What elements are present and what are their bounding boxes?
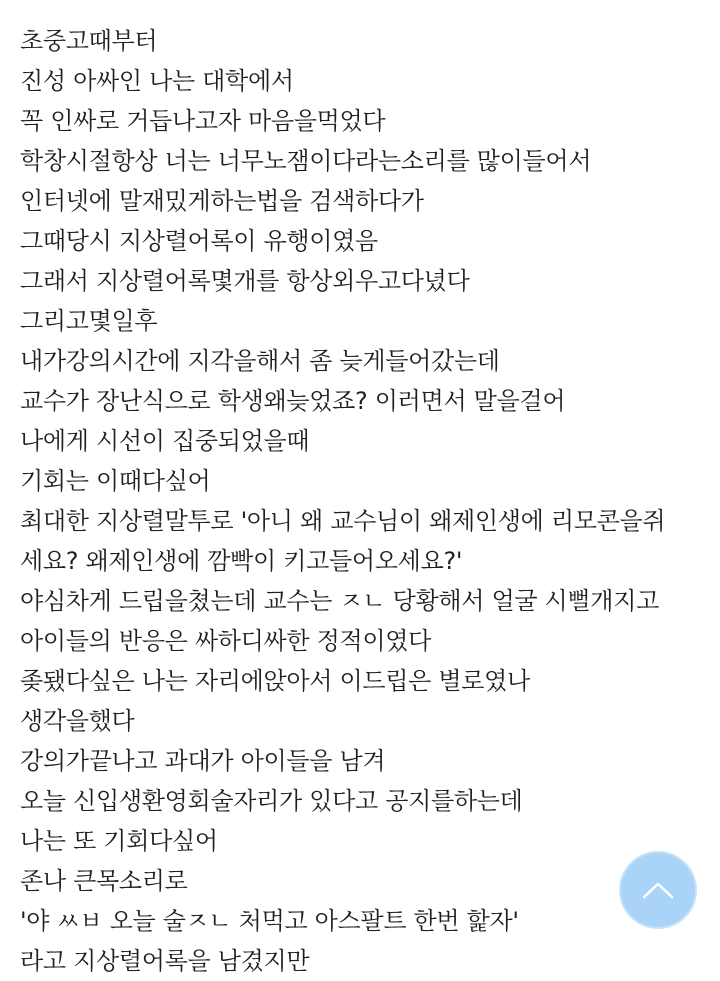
post-line: 교수가 장난식으로 학생왜늦었죠? 이러면서 말을걸어 (20, 387, 566, 415)
post-body (20, 21, 710, 981)
post-line: 존나 큰목소리로 (20, 867, 188, 895)
post-line: 기회는 이때다싶어 (20, 467, 211, 495)
post-line: 나에게 시선이 집중되었을때 (20, 427, 310, 455)
post-line: 최대한 지상렬말투로 '아니 왜 교수님이 왜제인생에 리모콘을쥐 (20, 507, 666, 535)
post-line: 내가강의시간에 지각을해서 좀 늦게들어갔는데 (20, 347, 500, 375)
chevron-up-icon (641, 880, 675, 900)
post-line: 초중고때부터 (20, 27, 158, 55)
post-line: 꼭 인싸로 거듭나고자 마음을먹었다 (20, 107, 386, 135)
post-line: 그래서 지상렬어록몇개를 항상외우고다녔다 (20, 267, 470, 295)
post-line: 그리고몇일후 (20, 307, 158, 335)
post-line: '야 ㅆㅂ 오늘 술ㅈㄴ 처먹고 아스팔트 한번 핥자' (20, 907, 519, 935)
post-line: 강의가끝나고 과대가 아이들을 남겨 (20, 747, 386, 775)
post-line: 좆됐다싶은 나는 자리에앉아서 이드립은 별로였나 (20, 667, 530, 695)
post-line: 오늘 신입생환영회술자리가 있다고 공지를하는데 (20, 787, 523, 815)
post-line: 라고 지상렬어록을 남겼지만 (20, 947, 310, 975)
post-line: 진성 아싸인 나는 대학에서 (20, 67, 294, 95)
post-line: 아이들의 반응은 싸하디싸한 정적이였다 (20, 627, 432, 655)
scroll-to-top-button[interactable] (619, 851, 697, 929)
post-line: 생각을했다 (20, 707, 135, 735)
post-line: 나는 또 기회다싶어 (20, 827, 218, 855)
post-line: 야심차게 드립을쳤는데 교수는 ㅈㄴ 당황해서 얼굴 시뻘개지고 (20, 587, 659, 615)
post-line: 그때당시 지상렬어록이 유행이였음 (20, 227, 378, 255)
post-line: 세요? 왜제인생에 깜빡이 키고들어오세요?' (20, 547, 463, 575)
post-line: 인터넷에 말재밌게하는법을 검색하다가 (20, 187, 424, 215)
post-line: 학창시절항상 너는 너무노잼이다라는소리를 많이들어서 (20, 147, 592, 175)
